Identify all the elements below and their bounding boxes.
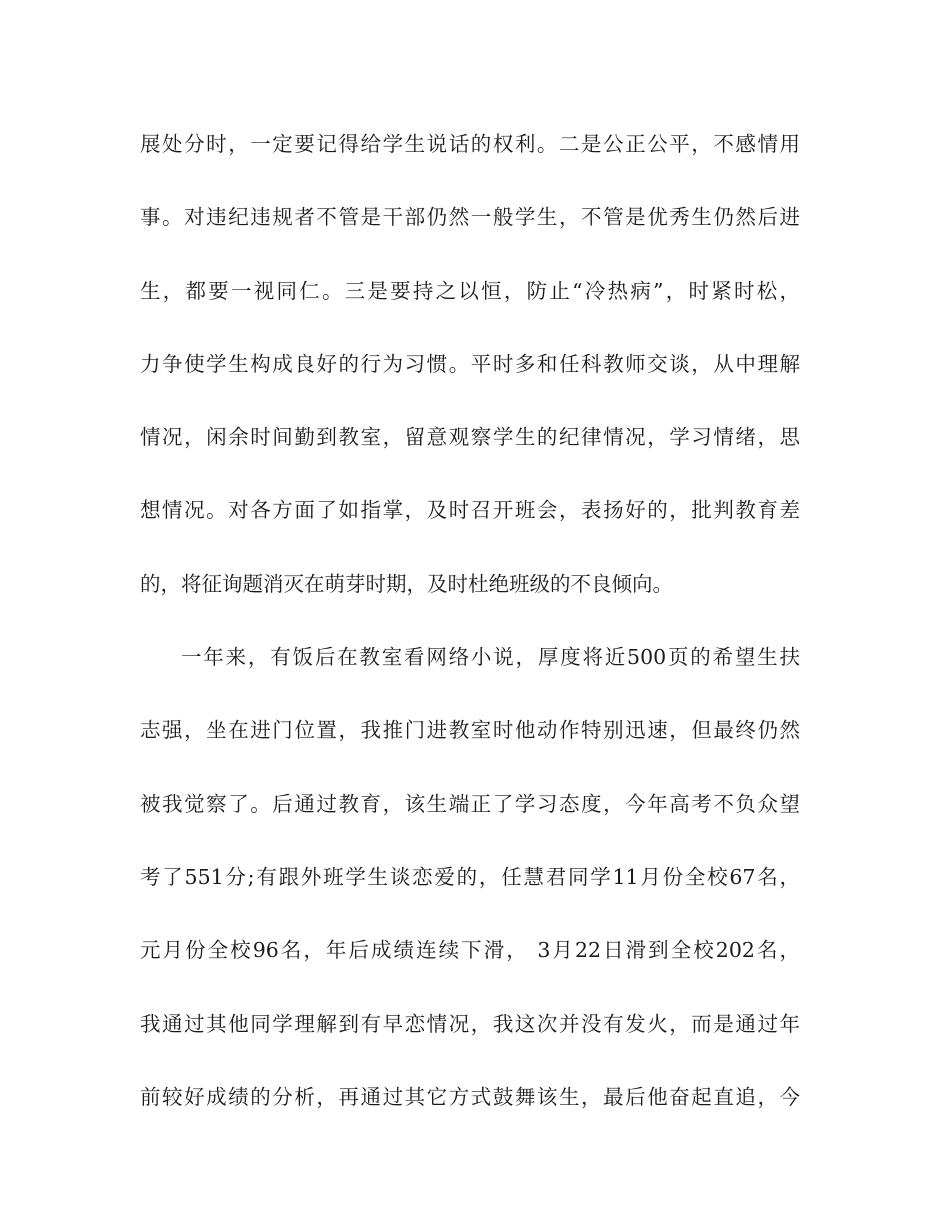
text-line: 生，都要一视同仁。三是要持之以恒，防止“冷热病”，时紧时松， bbox=[140, 278, 800, 303]
text-line-paragraph-start: 一年来，有饭后在教室看网络小说，厚度将近500页的希望生扶 bbox=[181, 645, 800, 670]
text-line: 情况，闲余时间勤到教室，留意观察学生的纪律情况，学习情绪，思 bbox=[140, 425, 800, 450]
text-line: 前较好成绩的分析，再通过其它方式鼓舞该生，最后他奋起直追，今 bbox=[140, 1084, 800, 1109]
text-line: 展处分时，一定要记得给学生说话的权利。二是公正公平，不感情用 bbox=[140, 132, 800, 156]
text-line-paragraph-end: 的，将征询题消灭在萌芽时期，及时杜绝班级的不良倾向。 bbox=[140, 571, 673, 596]
text-line: 力争使学生构成良好的行为习惯。平时多和任科教师交谈，从中理解 bbox=[140, 351, 800, 376]
text-line: 被我觉察了。后通过教育，该生端正了学习态度，今年高考不负众望 bbox=[140, 791, 800, 816]
text-line: 考了551分;有跟外班学生谈恋爱的，任慧君同学11月份全校67名， bbox=[140, 864, 800, 889]
text-line: 我通过其他同学理解到有早恋情况，我这次并没有发火，而是通过年 bbox=[140, 1011, 800, 1036]
text-line: 元月份全校96名，年后成绩连续下滑， 3月22日滑到全校202名， bbox=[140, 938, 800, 963]
text-line: 事。对违纪违规者不管是干部仍然一般学生，不管是优秀生仍然后进 bbox=[140, 205, 800, 230]
text-line: 志强，坐在进门位置，我推门进教室时他动作特别迅速，但最终仍然 bbox=[140, 718, 800, 743]
text-line: 想情况。对各方面了如指掌，及时召开班会，表扬好的，批判教育差 bbox=[140, 498, 800, 523]
body-text bbox=[140, 118, 800, 1144]
